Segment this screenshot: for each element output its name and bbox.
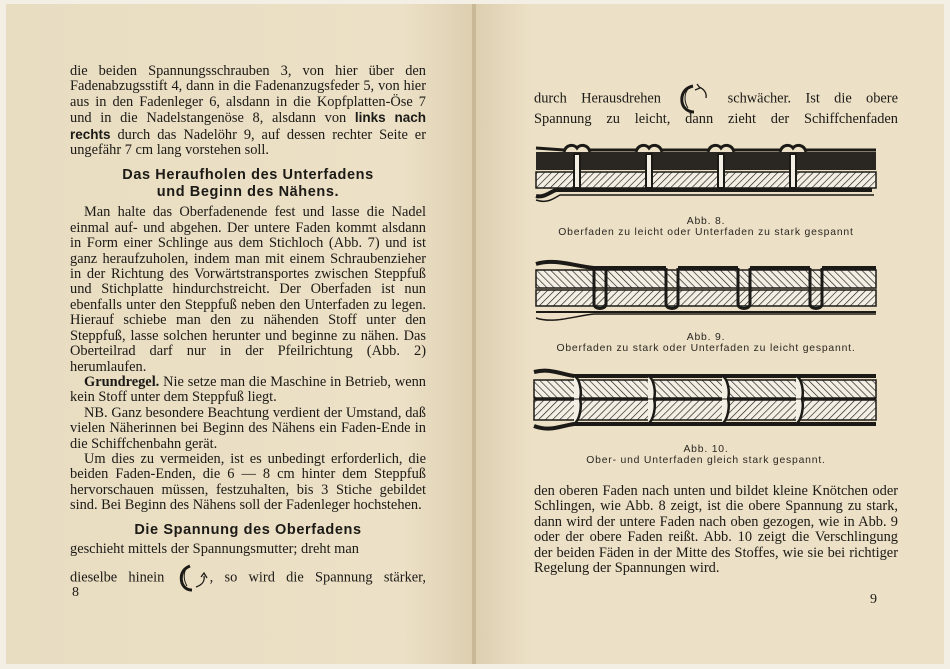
basic-rule-text: Nie setze man die Maschine in Betrieb, wenn kein Stoff unter dem Steppfuß liegt. — [70, 373, 426, 406]
left-text-column — [70, 64, 426, 593]
threading-text-end: durch das Nadelöhr 9, auf dessen rechter Seite er ungefähr 7 cm lang vorstehen soll. — [70, 126, 426, 159]
paragraph-stitch-explanation: den oberen Faden nach unten und bildet kleine Knötchen oder Schlingen, wie Abb. 8 zeigt, ist die obere Spannung zu stark, dann wird der untere Faden nach oben gezogen, wie in Abb. 9 oder der obere Faden reißt. Abb. 10 zeigt die Verschlingung der beiden Fäden in der Mitte des Stoffes, wie sie bei richtiger Regelung der Spannungen wird. — [534, 483, 898, 577]
figure-label: Abb. 10. — [683, 444, 729, 455]
heading-line: und Beginn des Nähens. — [156, 184, 340, 201]
paragraph-tension: geschieht mittels der Spannungsmutter; dreht man — [70, 540, 359, 557]
left-page — [6, 4, 473, 664]
figure-abb-10-stitch-diagram — [530, 364, 880, 440]
heading-line: Das Heraufholen des Unterfadens — [122, 167, 374, 184]
paragraph-threading — [70, 64, 426, 158]
paragraph-note: NB. Ganz besondere Beachtung verdient der Umstand, daß vielen Näherinnen bei Beginn des Nähens ein Faden-Ende in die Schiffchenbahn gerät. — [70, 404, 426, 452]
clockwise-knob-icon — [176, 563, 210, 593]
right-top-line-2: Spannung zu leicht, dann zieht der Schiffchenfaden — [534, 111, 898, 127]
figure-abb-8-caption — [534, 216, 878, 238]
unscrew-text: durch Herausdrehen — [534, 90, 661, 107]
figure-caption-text: Oberfaden zu leicht oder Unterfaden zu stark gespannt — [558, 227, 854, 238]
right-page — [476, 4, 944, 664]
weaker-text: schwächer. Ist die obere — [727, 90, 898, 107]
basic-rule-label: Grundregel. — [84, 373, 160, 390]
figure-abb-9-stitch-diagram — [534, 254, 878, 334]
tension-text-end: , so wird die Spannung stärker, — [209, 569, 426, 586]
figure-label: Abb. 9. — [686, 332, 726, 343]
figure-label: Abb. 8. — [686, 216, 726, 227]
figure-abb-10-caption — [534, 444, 878, 466]
paragraph-tension-direction — [70, 563, 426, 593]
page-number-right: 9 — [870, 592, 877, 607]
heading-bobbin-thread — [70, 167, 426, 201]
figure-caption-text: Oberfaden zu stark oder Unterfaden zu leicht gespannt. — [556, 343, 856, 354]
figure-abb-8-stitch-diagram — [534, 140, 878, 212]
threading-text: die beiden Spannungsschrauben 3, von hier über den Fadenabzugsstift 4, dann in die Fadenanzugsfeder 5, von hier aus in den Fadenleger 6, alsdann in die Kopfplatten-Öse 7 und in die Nadelstangenöse 8, alsdann von — [70, 63, 426, 127]
book-spread — [6, 4, 944, 664]
tension-text: dieselbe hinein — [70, 569, 165, 586]
paragraph-basic-rule — [70, 375, 426, 406]
paragraph-thread-ends: Um dies zu vermeiden, ist es unbedingt erforderlich, die beiden Faden-Enden, die 6 — 8 cm hinter dem Steppfuß hervorschauen müssen, festzuhalten, bis 3 Stiche gebildet sind. Bei Beginn des Nähens soll der Fadenleger hochstehen. — [70, 450, 426, 514]
paragraph-start-sewing: Man halte das Oberfadenende fest und lasse die Nadel einmal auf- und abgehen. Der untere Faden kommt alsdann in Form einer Schlinge aus dem Stichloch (Abb. 7) und ist ganz heraufzuholen, indem man mit einem Schraubenzieher in der Richtung des Vorwärtstransportes zwischen Steppfuß und Stichplatte hindurchstreicht. Der Oberfaden ist nun ebenfalls unter den Steppfuß neben den Unterfaden zu legen. Hierauf schiebe man den zu nähenden Stoff unter den Steppfuß, lasse solchen herunter und beginne zu nähen. Das Oberteilrad darf nur in der Pfeilrichtung (Abb. 2) herumlaufen. — [70, 204, 426, 375]
threading-direction-bold: links nach rechts — [70, 110, 426, 142]
page-number-left: 8 — [72, 585, 79, 600]
figure-abb-9-caption — [534, 332, 878, 354]
heading-upper-tension: Die Spannung des Oberfadens — [134, 521, 362, 538]
figure-caption-text: Ober- und Unterfaden gleich stark gespannt. — [586, 455, 826, 466]
